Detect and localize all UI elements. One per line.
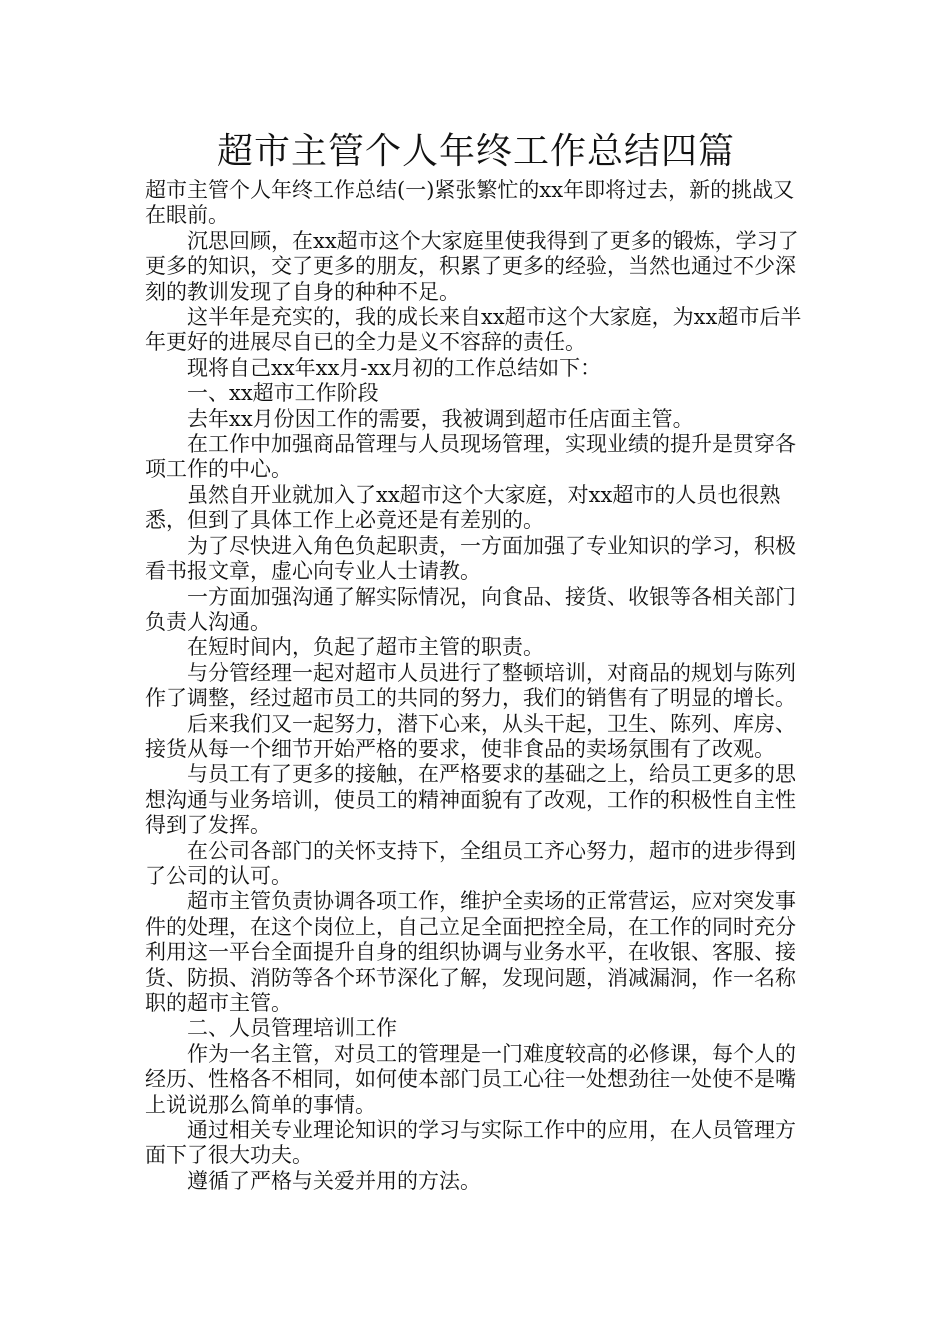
- paragraph: 去年xx月份因工作的需要，我被调到超市任店面主管。: [187, 406, 694, 431]
- document-title: 超市主管个人年终工作总结四篇: [216, 131, 735, 172]
- document-page: [145, 126, 807, 1194]
- paragraph: 在工作中加强商品管理与人员现场管理，实现业绩的提升是贯穿各项工作的中心。: [145, 432, 796, 482]
- paragraph: 沉思回顾，在xx超市这个大家庭里使我得到了更多的锻炼，学习了更多的知识，交了更多的朋友，积累了更多的经验，当然也通过不少深刻的教训发现了自身的种种不足。: [145, 228, 799, 304]
- paragraph: 与员工有了更多的接触，在严格要求的基础之上，给员工更多的思想沟通与业务培训，使员工的精神面貌有了改观，工作的积极性自主性得到了发挥。: [145, 762, 796, 838]
- paragraph: 虽然自开业就加入了xx超市这个大家庭，对xx超市的人员也很熟悉，但到了具体工作上必竟还是有差别的。: [145, 482, 781, 533]
- paragraph: 通过相关专业理论知识的学习与实际工作中的应用，在人员管理方面下了很大功夫。: [145, 1118, 796, 1168]
- section-heading: 二、人员管理培训工作: [187, 1016, 397, 1041]
- paragraph: 一方面加强沟通了解实际情况，向食品、接货、收银等各相关部门负责人沟通。: [145, 584, 796, 634]
- paragraph: 超市主管负责协调各项工作，维护全卖场的正常营运，应对突发事件的处理，在这个岗位上，自己立足全面把控全局，在工作的同时充分利用这一平台全面提升自身的组织协调与业务水平，在收银、客服、接货、防损、消防等各个环节深化了解，发现问题，消减漏洞，作一名称职的超市主管。: [145, 889, 796, 1015]
- paragraph: 后来我们又一起努力，潜下心来，从头干起，卫生、陈列、库房、接货从每一个细节开始严格的要求，使非食品的卖场氛围有了改观。: [145, 711, 796, 761]
- paragraph: 现将自己xx年xx月-xx月初的工作总结如下：: [187, 355, 602, 380]
- paragraph: 这半年是充实的，我的成长来自xx超市这个大家庭，为xx超市后半年更好的进展尽自已的全力是义不容辞的责任。: [145, 305, 802, 355]
- paragraph: 在公司各部门的关怀支持下，全组员工齐心努力，超市的进步得到了公司的认可。: [145, 838, 796, 888]
- paragraph: 与分管经理一起对超市人员进行了整顿培训，对商品的规划与陈列作了调整，经过超市员工的共同的努力，我们的销售有了明显的增长。: [145, 660, 796, 711]
- paragraph: 作为一名主管，对员工的管理是一门难度较高的必修课，每个人的经历、性格各不相同，如何使本部门员工心往一处想劲往一处使不是嘴上说说那么简单的事情。: [145, 1041, 796, 1117]
- section-heading: 一、xx超市工作阶段: [187, 381, 379, 406]
- document-body: [145, 178, 807, 1194]
- paragraph: 在短时间内，负起了超市主管的职责。: [187, 635, 544, 660]
- paragraph: 超市主管个人年终工作总结(一)紧张繁忙的xx年即将过去，新的挑战又在眼前。: [145, 178, 795, 228]
- paragraph: 遵循了严格与关爱并用的方法。: [187, 1168, 481, 1193]
- paragraph: 为了尽快进入角色负起职责，一方面加强了专业知识的学习，积极看书报文章，虚心向专业人士请教。: [145, 533, 796, 584]
